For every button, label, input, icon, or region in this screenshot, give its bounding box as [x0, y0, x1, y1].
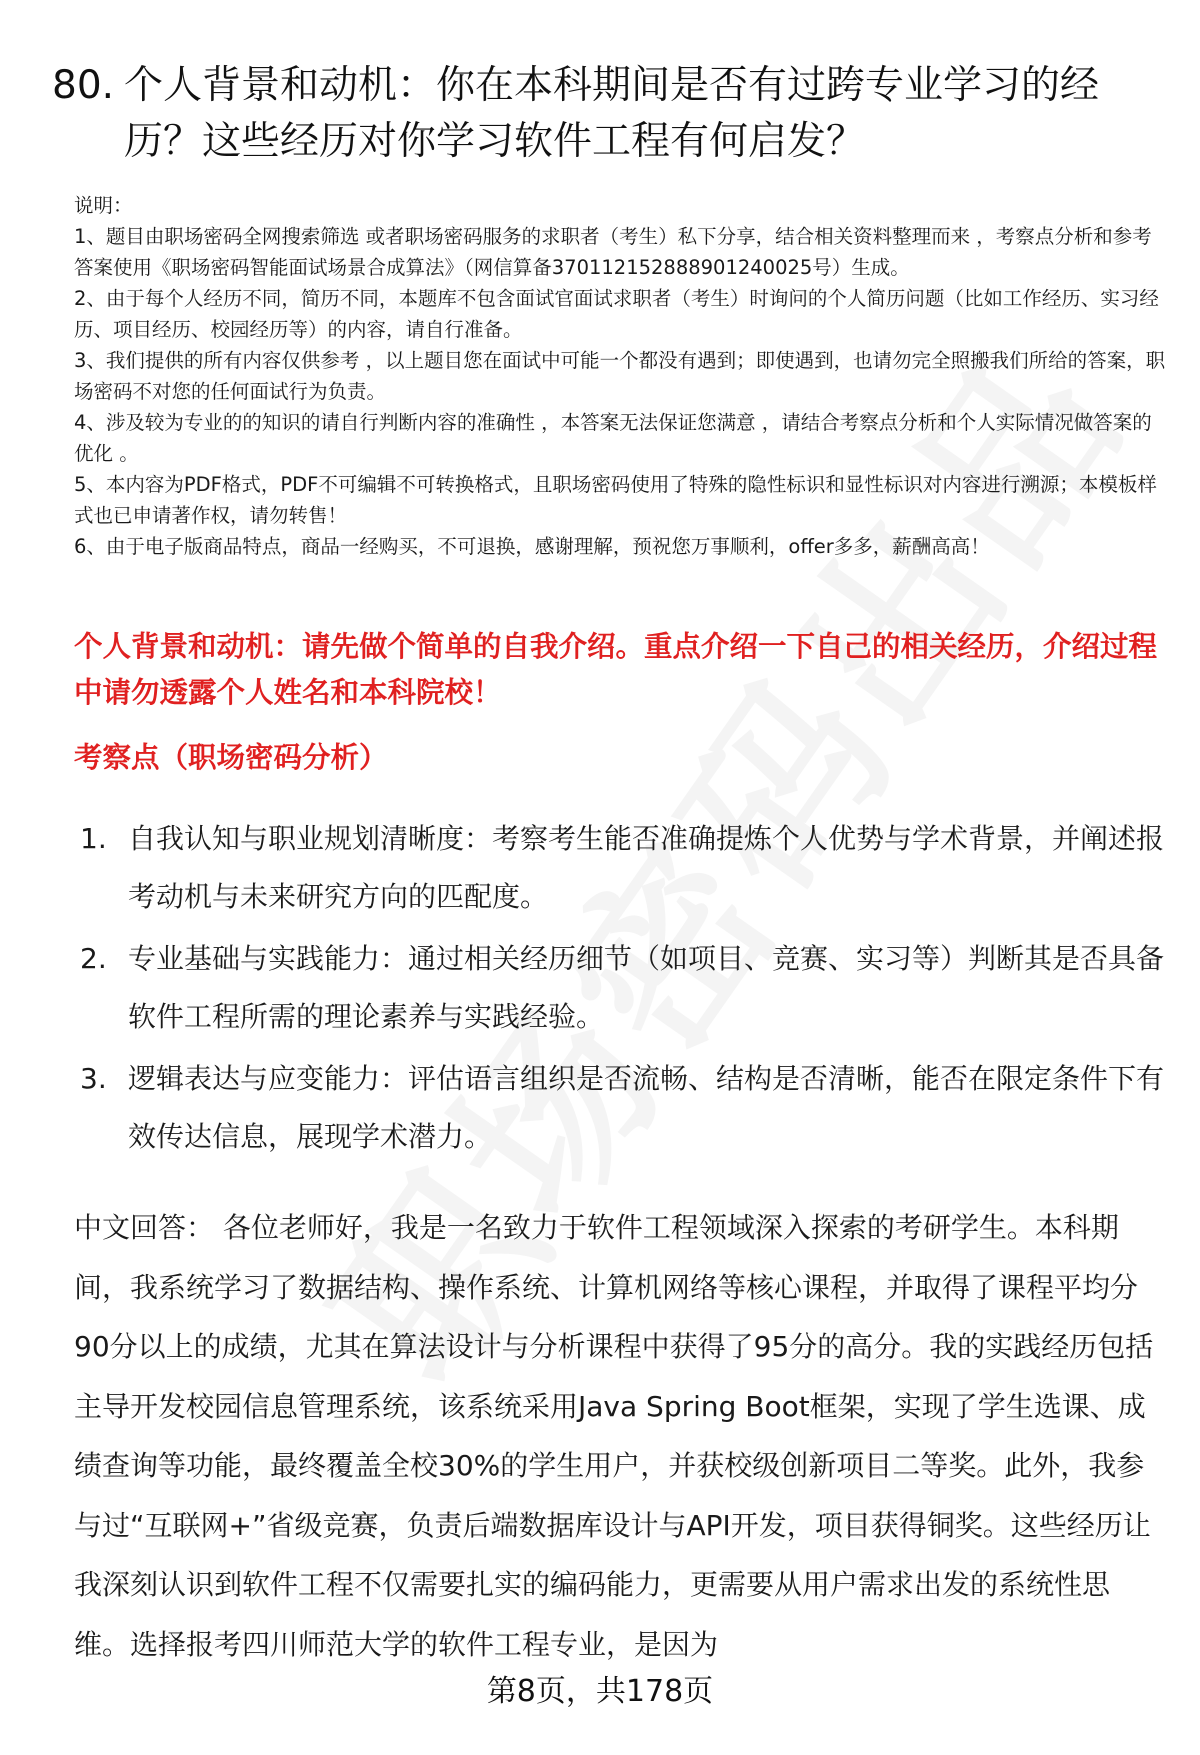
analysis-points [80, 810, 1170, 1170]
question-title [52, 58, 1162, 170]
note-item: 1、题目由职场密码全网搜索筛选 或者职场密码服务的求职者（考生）私下分享，结合相关资料整理而来 ，考察点分析和参考答案使用《职场密码智能面试场景合成算法》（网信算备370112152888901240025号）生成。 [74, 225, 1152, 279]
answer-label: 中文回答： [74, 1211, 215, 1244]
page-footer: 第8页，共178页 [486, 1674, 714, 1709]
analysis-point [80, 810, 1170, 926]
point-text: 专业基础与实践能力：通过相关经历细节（如项目、竞赛、实习等）判断其是否具备软件工程所需的理论素养与实践经验。 [128, 942, 1165, 1033]
notes-block [74, 190, 1166, 562]
note-item: 3、我们提供的所有内容仅供参考 ，以上题目您在面试中可能一个都没有遇到；即使遇到，也请勿完全照搬我们所给的答案，职场密码不对您的任何面试行为负责。 [74, 349, 1166, 403]
answer-paragraph [74, 1198, 1164, 1674]
question-text: 个人背景和动机：你在本科期间是否有过跨专业学习的经历？这些经历对你学习软件工程有何启发？ [124, 63, 1100, 164]
answer-text: 各位老师好，我是一名致力于软件工程领域深入探索的考研学生。本科期间，我系统学习了数据结构、操作系统、计算机网络等核心课程，并取得了课程平均分90分以上的成绩，尤其在算法设计与分析课程中获得了95分的高分。我的实践经历包括主导开发校园信息管理系统，该系统采用Java Spring Boot框架，实现了学生选课、成绩查询等功能，最终覆盖全校30%的学生用户，并获校级创新项目二等奖。此外，我参与过“互联网+”省级竞赛，负责后端数据库设计与API开发，项目获得铜奖。这些经历让我深刻认识到软件工程不仅需要扎实的编码能力，更需要从用户需求出发的系统性思维。选择报考四川师范大学的软件工程专业，是因为 [74, 1211, 1154, 1661]
question-number: 80. [52, 63, 115, 108]
notes-label: 说明： [74, 194, 133, 217]
prompt-heading: 个人背景和动机：请先做个简单的自我介绍。重点介绍一下自己的相关经历，介绍过程中请勿透露个人姓名和本科院校！ [74, 630, 1158, 709]
note-item: 2、由于每个人经历不同，简历不同，本题库不包含面试官面试求职者（考生）时询问的个人简历问题（比如工作经历、实习经历、项目经历、校园经历等）的内容，请自行准备。 [74, 287, 1159, 341]
note-item: 4、涉及较为专业的的知识的请自行判断内容的准确性 ，本答案无法保证您满意 ，请结合考察点分析和个人实际情况做答案的优化 。 [74, 411, 1152, 465]
point-text: 自我认知与职业规划清晰度：考察考生能否准确提炼个人优势与学术背景，并阐述报考动机与未来研究方向的匹配度。 [128, 822, 1165, 913]
analysis-point [80, 930, 1170, 1046]
analysis-heading: 考察点（职场密码分析） [74, 741, 388, 774]
point-index: 3. [80, 1062, 107, 1095]
point-index: 1. [80, 822, 107, 855]
point-text: 逻辑表达与应变能力：评估语言组织是否流畅、结构是否清晰，能否在限定条件下有效传达信息，展现学术潜力。 [128, 1062, 1165, 1153]
note-item: 5、本内容为PDF格式，PDF不可编辑不可转换格式，且职场密码使用了特殊的隐性标识和显性标识对内容进行溯源；本模板样式也已申请著作权，请勿转售！ [74, 473, 1157, 527]
note-item: 6、由于电子版商品特点，商品一经购买，不可退换，感谢理解，预祝您万事顺利，offer多多，薪酬高高！ [74, 535, 990, 558]
point-index: 2. [80, 942, 107, 975]
analysis-point [80, 1050, 1170, 1166]
